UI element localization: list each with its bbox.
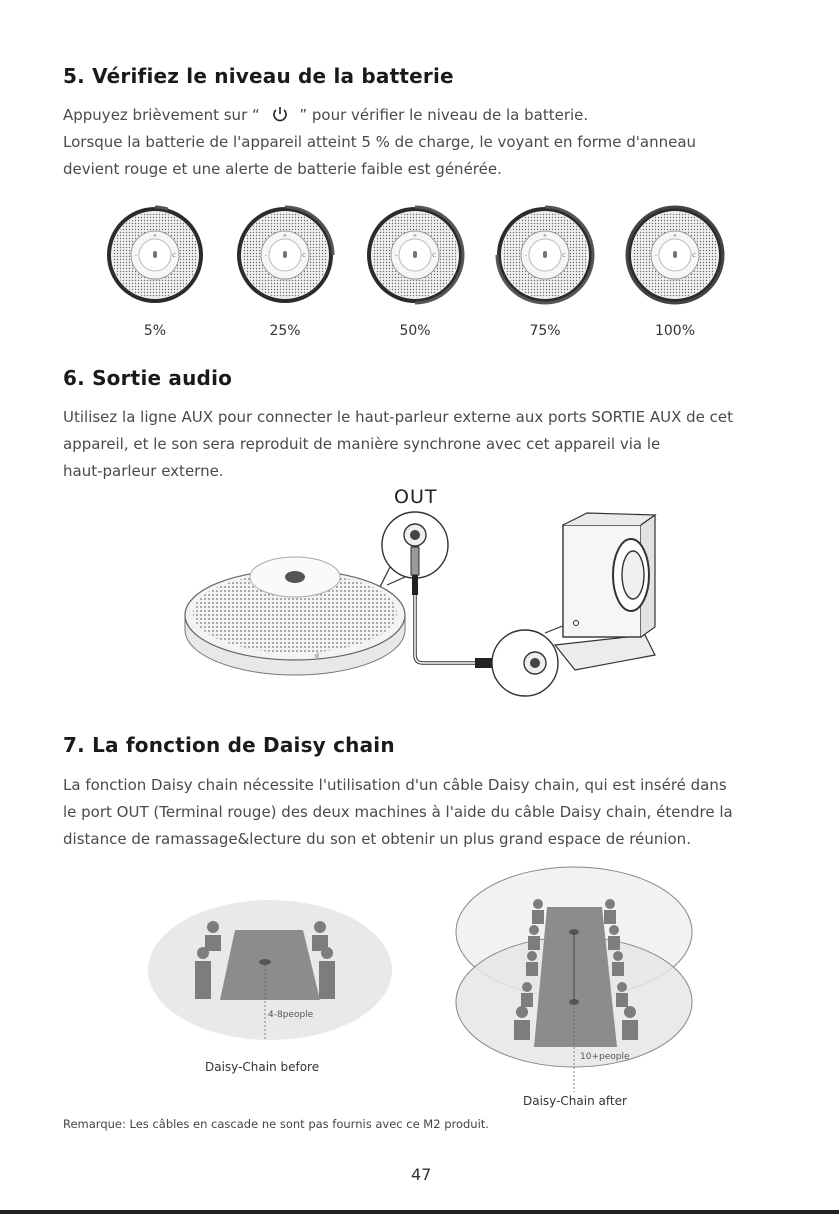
external-speaker bbox=[555, 513, 655, 670]
battery-level-25: 25% bbox=[269, 323, 301, 339]
audio-output-illustration bbox=[175, 505, 675, 705]
before-people-count: 4-8people bbox=[268, 1010, 314, 1020]
speaker-5-percent bbox=[107, 207, 203, 303]
power-icon bbox=[271, 106, 289, 122]
section-6-title: 6. Sortie audio bbox=[63, 366, 233, 390]
battery-level-50: 50% bbox=[399, 323, 431, 339]
after-caption: Daisy-Chain after bbox=[523, 1094, 627, 1108]
section-7-line-1: La fonction Daisy chain nécessite l'utilisation d'un câble Daisy chain, qui est inséré dans bbox=[63, 776, 727, 794]
section-6-line-3: haut-parleur externe. bbox=[63, 462, 224, 480]
speaker-75-percent bbox=[497, 207, 593, 303]
section-6-text bbox=[63, 404, 777, 485]
section-6-line-1: Utilisez la ligne AUX pour connecter le haut-parleur externe aux ports SORTIE AUX de cet bbox=[63, 408, 733, 426]
battery-level-5: 5% bbox=[143, 323, 167, 339]
battery-level-100: 100% bbox=[654, 323, 696, 339]
section-6-line-2: appareil, et le son sera reproduit de manière synchrone avec cet appareil via le bbox=[63, 435, 661, 453]
section-5-line-2: Lorsque la batterie de l'appareil atteint 5 % de charge, le voyant en forme d'anneau bbox=[63, 133, 697, 151]
bottom-border bbox=[0, 1210, 839, 1214]
section-5-line-3: devient rouge et une alerte de batterie faible est générée. bbox=[63, 160, 502, 178]
speaker-25-percent bbox=[237, 207, 333, 303]
section-7-line-3: distance de ramassage&lecture du son et obtenir un plus grand espace de réunion. bbox=[63, 830, 691, 848]
battery-level-75: 75% bbox=[529, 323, 561, 339]
svg-text:ıl: ıl bbox=[315, 652, 319, 660]
speaker-input-callout bbox=[492, 623, 570, 696]
page-number: 47 bbox=[411, 1165, 432, 1184]
section-7-text bbox=[63, 772, 777, 853]
speaker-100-percent bbox=[627, 207, 723, 303]
remark-note: Remarque: Les câbles en cascade ne sont pas fournis avec ce M2 produit. bbox=[63, 1117, 489, 1131]
section-5-title: 5. Vérifiez le niveau de la batterie bbox=[63, 64, 454, 88]
conference-speaker bbox=[185, 557, 405, 675]
battery-level-illustrations: + - C bbox=[95, 205, 735, 315]
out-label: OUT bbox=[394, 486, 438, 508]
daisy-chain-before-diagram bbox=[145, 895, 395, 1045]
before-caption: Daisy-Chain before bbox=[205, 1060, 320, 1074]
section-5-line-1: Appuyez brièvement sur “ ” pour vérifier le niveau de la batterie. bbox=[63, 106, 589, 124]
section-7-title: 7. La fonction de Daisy chain bbox=[63, 733, 395, 757]
section-5-text bbox=[63, 102, 777, 183]
section-7-line-2: le port OUT (Terminal rouge) des deux machines à l'aide du câble Daisy chain, étendre la bbox=[63, 803, 733, 821]
speaker-50-percent bbox=[367, 207, 463, 303]
after-people-count: 10+people bbox=[580, 1052, 630, 1062]
daisy-chain-after-diagram bbox=[452, 862, 697, 1092]
